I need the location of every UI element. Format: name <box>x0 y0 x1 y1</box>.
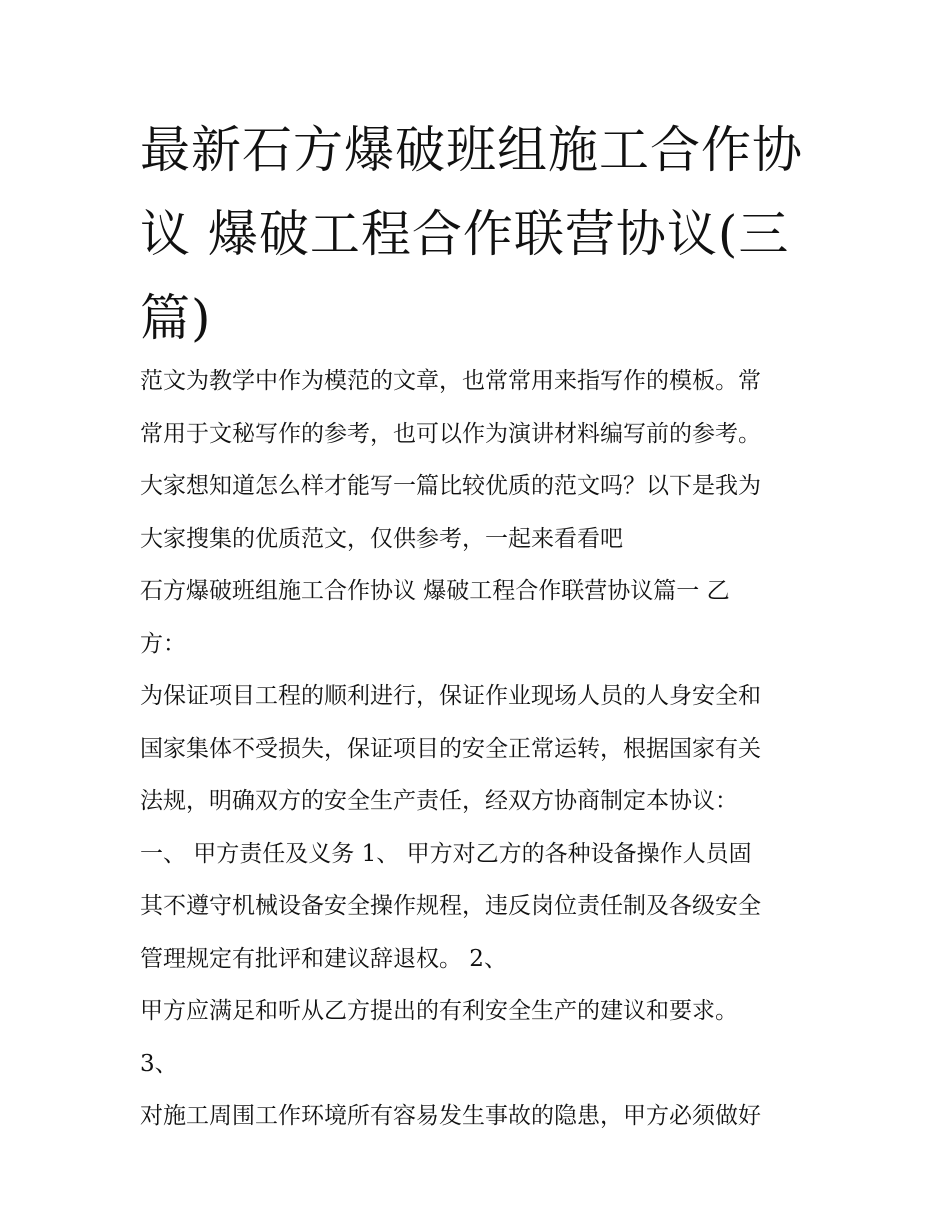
body-line: 大家想知道怎么样才能写一篇比较优质的范文吗？以下是我为 <box>140 473 761 499</box>
body-line: 一、 甲方责任及义务 1、 甲方对乙方的各种设备操作人员固 <box>140 840 752 867</box>
body-line: 3、 <box>140 1050 178 1077</box>
document-title <box>140 108 820 360</box>
body-line: 管理规定有批评和建议辞退权。 2、 <box>140 945 507 972</box>
body-line: 法规，明确双方的安全生产责任，经双方协商制定本协议： <box>140 788 738 814</box>
body-line: 为保证项目工程的顺利进行，保证作业现场人员的人身安全和 <box>140 683 761 709</box>
title-line: 篇) <box>140 289 212 347</box>
title-line: 最新石方爆破班组施工合作协 <box>140 121 803 179</box>
title-line: 议 爆破工程合作联营协议(三 <box>140 205 790 263</box>
body-line: 范文为教学中作为模范的文章，也常常用来指写作的模板。常 <box>140 368 761 394</box>
body-line: 其不遵守机械设备安全操作规程，违反岗位责任制及各级安全 <box>140 893 761 919</box>
body-line: 方： <box>140 630 186 657</box>
body-line: 国家集体不受损失，保证项目的安全正常运转，根据国家有关 <box>140 735 761 762</box>
body-line: 大家搜集的优质范文，仅供参考，一起来看看吧 <box>140 525 623 552</box>
body-line: 石方爆破班组施工合作协议 爆破工程合作联营协议篇一 乙 <box>140 578 730 604</box>
body-line: 甲方应满足和听从乙方提出的有利安全生产的建议和要求。 <box>140 998 738 1024</box>
body-line: 常用于文秘写作的参考，也可以作为演讲材料编写前的参考。 <box>140 420 761 447</box>
document-body <box>140 355 820 1143</box>
body-line: 对施工周围工作环境所有容易发生事故的隐患，甲方必须做好 <box>140 1103 761 1129</box>
